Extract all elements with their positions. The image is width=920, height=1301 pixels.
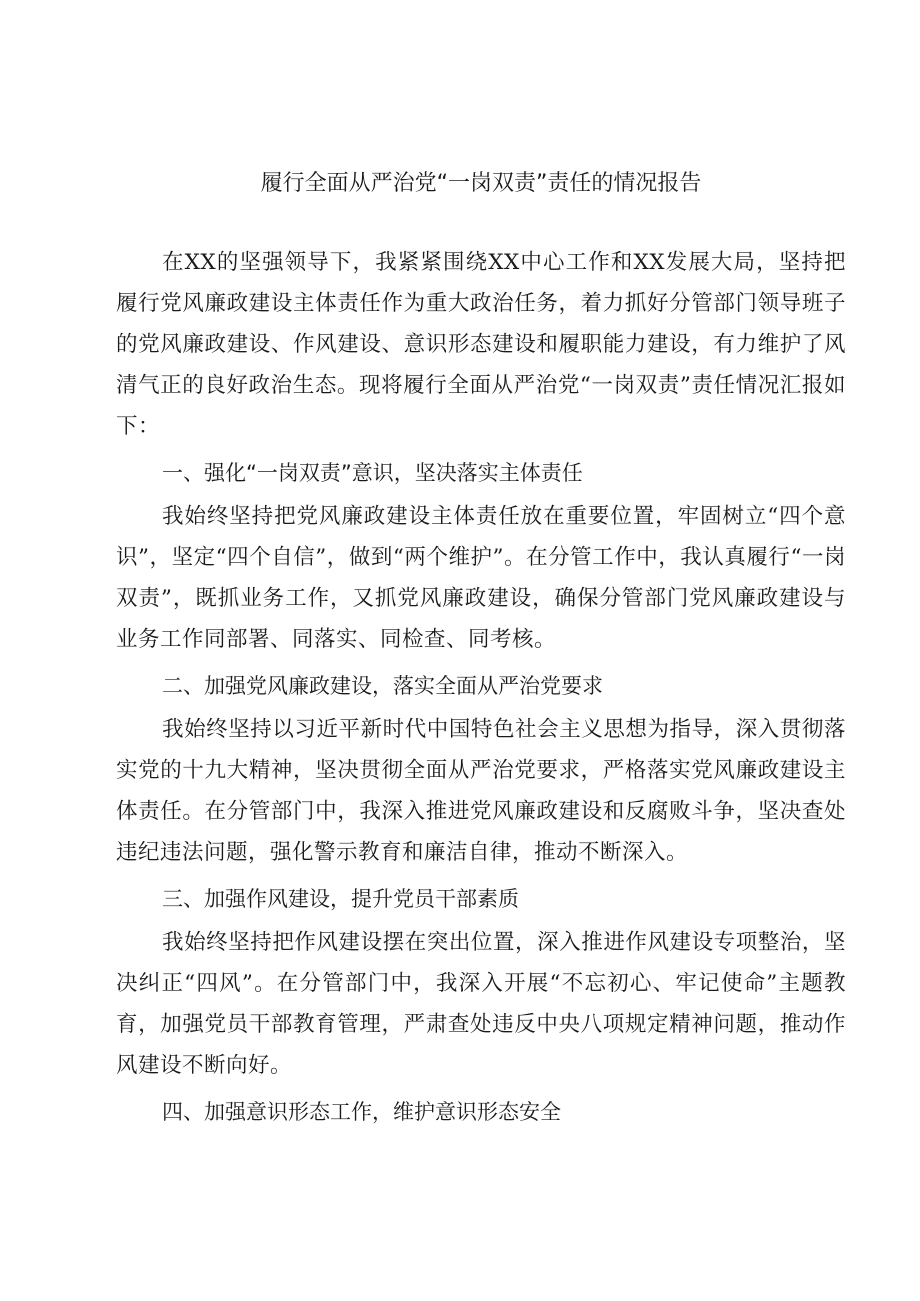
- document-body: [116, 160, 846, 1135]
- section-heading-3: 三、加强作风建设，提升党员干部素质: [162, 887, 519, 911]
- intro-paragraph: 在XX的坚强领导下，我紧紧围绕XX中心工作和XX发展大局，坚持把履行党风廉政建设主体责任作为重大政治任务，着力抓好分管部门领导班子的党风廉政建设、作风建设、意识形态建设和履职能力建设，有力维护了风清气正的良好政治生态。现将履行全面从严治党“一岗双责”责任情况汇报如下：: [116, 250, 846, 439]
- section-heading-4: 四、加强意识形态工作，维护意识形态安全: [162, 1100, 561, 1124]
- section-body-1: 我始终坚持把党风廉政建设主体责任放在重要位置，牢固树立“四个意识”，坚定“四个自信”，做到“两个维护”。在分管工作中，我认真履行“一岗双责”，既抓业务工作，又抓党风廉政建设，确保分管部门党风廉政建设与业务工作同部署、同落实、同检查、同考核。: [116, 504, 846, 652]
- section-body-2: 我始终坚持以习近平新时代中国特色社会主义思想为指导，深入贯彻落实党的十九大精神，坚决贯彻全面从严治党要求，严格落实党风廉政建设主体责任。在分管部门中，我深入推进党风廉政建设和反腐败斗争，坚决查处违纪违法问题，强化警示教育和廉洁自律，推动不断深入。: [116, 717, 846, 865]
- section-heading-1: 一、强化“一岗双责”意识，坚决落实主体责任: [162, 461, 583, 485]
- section-body-3: 我始终坚持把作风建设摆在突出位置，深入推进作风建设专项整治，坚决纠正“四风”。在分管部门中，我深入开展“不忘初心、牢记使命”主题教育，加强党员干部教育管理，严肃查处违反中央八项规定精神问题，推动作风建设不断向好。: [116, 930, 846, 1078]
- section-heading-2: 二、加强党风廉政建设，落实全面从严治党要求: [162, 674, 603, 698]
- document-title: 履行全面从严治党“一岗双责”责任的情况报告: [260, 171, 702, 196]
